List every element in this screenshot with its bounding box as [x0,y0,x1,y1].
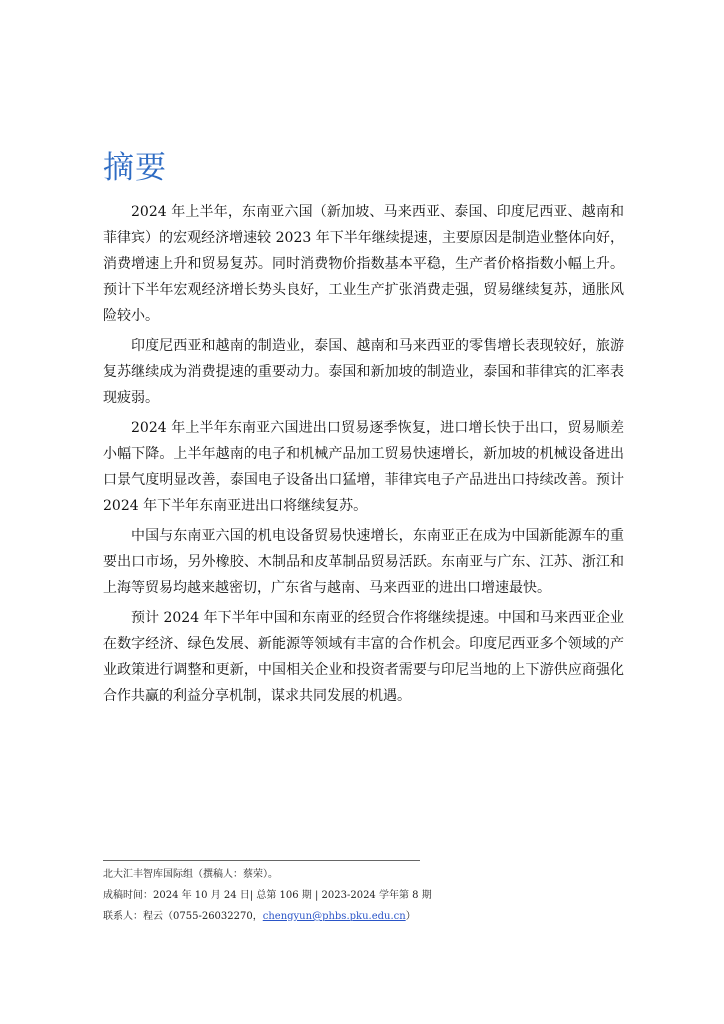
summary-paragraph-3: 2024 年上半年东南亚六国进出口贸易逐季恢复，进口增长快于出口，贸易顺差小幅下降。上半年越南的电子和机械产品加工贸易快速增长，新加坡的机械设备进出口景气度明显改善，泰国电子设备出口猛增，菲律宾电子产品进出口持续改善。预计 2024 年下半年东南亚进出口将继续复苏。 [103,420,624,514]
footnote-author-line: 北大汇丰智库国际组（撰稿人：蔡荣）。 [103,869,278,880]
footnote [103,860,643,927]
page-title: 摘要 [103,150,167,186]
footnote-date-line: 成稿时间：2024 年 10 月 24 日| 总第 106 期 | 2023-2024 学年第 8 期 [103,890,432,901]
contact-prefix: 联系人：程云（0755-26032270， [103,911,263,922]
summary-paragraph-4: 中国与东南亚六国的机电设备贸易快速增长，东南亚正在成为中国新能源车的重要出口市场，另外橡胶、木制品和皮革制品贸易活跃。东南亚与广东、江苏、浙江和上海等贸易均越来越密切，广东省与越南、马来西亚的进出口增速最快。 [103,528,624,596]
summary-paragraph-5: 预计 2024 年下半年中国和东南亚的经贸合作将继续提速。中国和马来西亚企业在数字经济、绿色发展、新能源等领域有丰富的合作机会。印度尼西亚多个领域的产业政策进行调整和更新，中国相关企业和投资者需要与印尼当地的上下游供应商强化合作共赢的利益分享机制，谋求共同发展的机遇。 [103,610,624,704]
summary-paragraph-1: 2024 年上半年，东南亚六国（新加坡、马来西亚、泰国、印度尼西亚、越南和菲律宾）的宏观经济增速较 2023 年下半年继续提速，主要原因是制造业整体向好，消费增速上升和贸易复苏。同时消费物价指数基本平稳，生产者价格指数小幅上升。预计下半年宏观经济增长势头良好，工业生产扩张消费走强，贸易继续复苏，通胀风险较小。 [103,204,624,324]
summary-paragraph-2: 印度尼西亚和越南的制造业，泰国、越南和马来西亚的零售增长表现较好，旅游复苏继续成为消费提速的重要动力。泰国和新加坡的制造业，泰国和菲律宾的汇率表现疲弱。 [103,338,624,406]
footnote-divider [103,860,420,861]
contact-suffix: ） [405,911,416,922]
contact-email-link[interactable]: chengyun@phbs.pku.edu.cn [262,911,406,922]
footnote-contact-line [103,906,643,927]
summary-body [103,199,624,713]
